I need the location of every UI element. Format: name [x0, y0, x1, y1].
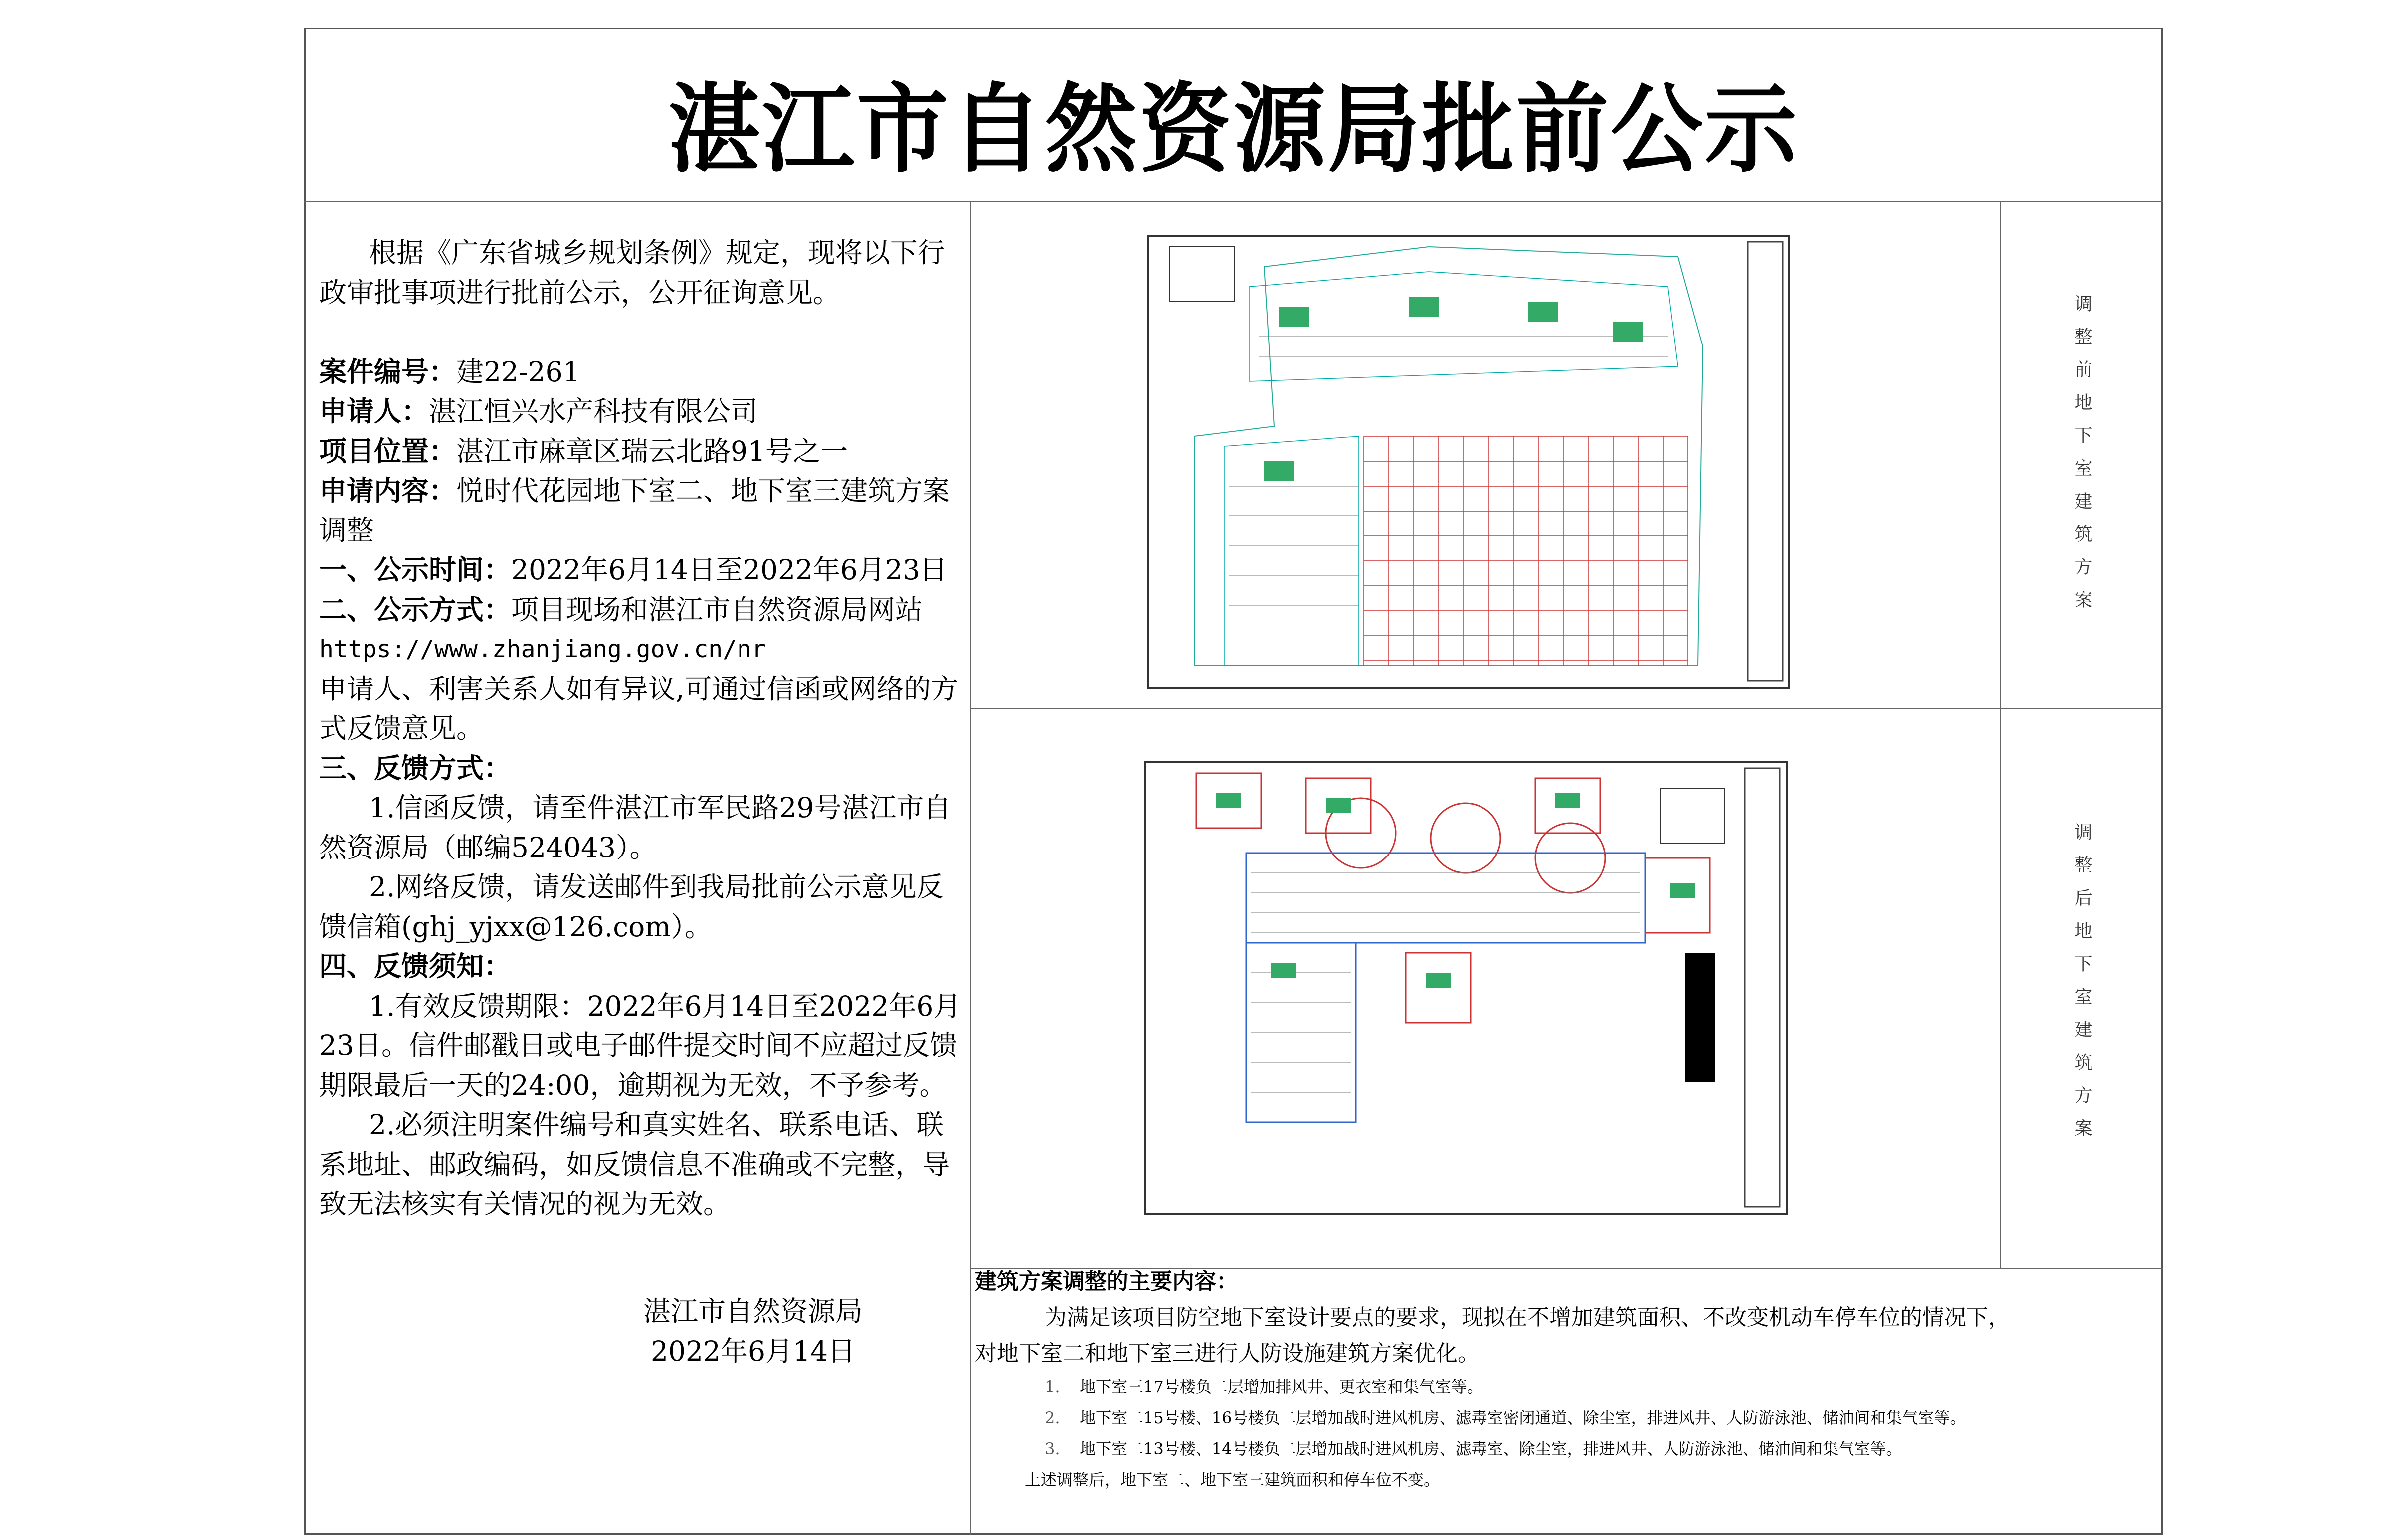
objection-text: 申请人、利害关系人如有异议,可通过信函或网络的方式反馈意见。 [319, 673, 959, 744]
website-url: https://www.zhanjiang.gov.cn/nr [319, 635, 766, 663]
notice-label: 四、反馈须知： [319, 950, 512, 982]
summary-item [975, 1371, 2022, 1402]
issuing-org: 湛江市自然资源局 [643, 1295, 863, 1327]
item-text: 地下室二13号楼、14号楼负二层增加战时进风机房、滤毒室、除尘室，排进风井、人防游泳池、储油间和集气室等。 [1080, 1439, 1902, 1458]
adjustment-summary [975, 1264, 2022, 1495]
period-label: 一、公示时间： [319, 554, 512, 586]
summary-item [975, 1402, 2022, 1433]
applicant-label: 申请人： [319, 395, 429, 427]
notice-requirements: 2.必须注明案件编号和真实姓名、联系电话、联系地址、邮政编码，如反馈信息不准确或不完整，导致无法核实有关情况的视为无效。 [319, 1109, 950, 1220]
label-column-divider [2000, 201, 2001, 1268]
summary-item [975, 1433, 2022, 1464]
intro-text: 根据《广东省城乡规划条例》规定，现将以下行政审批事项进行批前公示，公开征询意见。 [319, 237, 945, 309]
signature [623, 1291, 883, 1371]
case-no: 建22-261 [456, 355, 580, 388]
content: 悦时代花园地下室二、地下室三建筑方案调整 [319, 475, 950, 546]
location-label: 项目位置： [319, 435, 457, 467]
method-label: 二、公示方式： [319, 593, 512, 626]
location: 湛江市麻章区瑞云北路91号之一 [456, 435, 848, 467]
item-text: 地下室三17号楼负二层增加排风井、更衣室和集气室等。 [1080, 1377, 1483, 1396]
plan-after-drawing [1144, 761, 1788, 1215]
notice-deadline: 1.有效反馈期限：2022年6月14日至2022年6月23日。信件邮戳日或电子邮件提交时间不应超过反馈期限最后一天的24:00，逾期视为无效，不予参考。 [319, 990, 961, 1101]
item-number: 2. [1045, 1408, 1060, 1427]
case-no-label: 案件编号： [319, 355, 457, 388]
method: 项目现场和湛江市自然资源局网站 [511, 593, 923, 626]
column-divider [970, 201, 971, 1535]
plan-before-drawing [1147, 235, 1790, 689]
issue-date: 2022年6月14日 [651, 1335, 855, 1367]
page-title: 湛江市自然资源局批前公示 [668, 73, 1799, 186]
item-number: 3. [1045, 1439, 1060, 1458]
floor-plan-after-image [1146, 763, 1786, 1213]
summary-heading: 建筑方案调整的主要内容： [975, 1269, 1238, 1294]
floor-plan-before-image [1149, 237, 1788, 687]
title-divider [304, 201, 2163, 202]
content-label: 申请内容： [319, 475, 457, 507]
period: 2022年6月14日至2022年6月23日 [511, 554, 947, 586]
item-text: 地下室二15号楼、16号楼负二层增加战时进风机房、滤毒室密闭通道、除尘室，排进风井、人防游泳池、储油间和集气室等。 [1080, 1408, 1966, 1427]
summary-footer: 上述调整后，地下室二、地下室三建筑面积和停车位不变。 [1025, 1470, 1440, 1489]
notice-body [319, 233, 962, 1224]
summary-paragraph: 为满足该项目防空地下室设计要点的要求，现拟在不增加建筑面积、不改变机动车停车位的情况下，对地下室二和地下室三进行人防设施建筑方案优化。 [975, 1305, 2010, 1366]
label-after: 调整后地下室建筑方案 [2072, 823, 2092, 1152]
feedback-label: 三、反馈方式： [319, 752, 512, 784]
feedback-letter: 1.信函反馈，请至件湛江市军民路29号湛江市自然资源局（邮编524043）。 [319, 792, 951, 863]
label-before: 调整前地下室建筑方案 [2072, 294, 2092, 623]
drawing-divider [970, 708, 2163, 709]
feedback-email: 2.网络反馈，请发送邮件到我局批前公示意见反馈信箱(ghj_yjxx@126.com）。 [319, 871, 944, 943]
applicant: 湛江恒兴水产科技有限公司 [429, 395, 758, 427]
item-number: 1. [1045, 1377, 1060, 1396]
